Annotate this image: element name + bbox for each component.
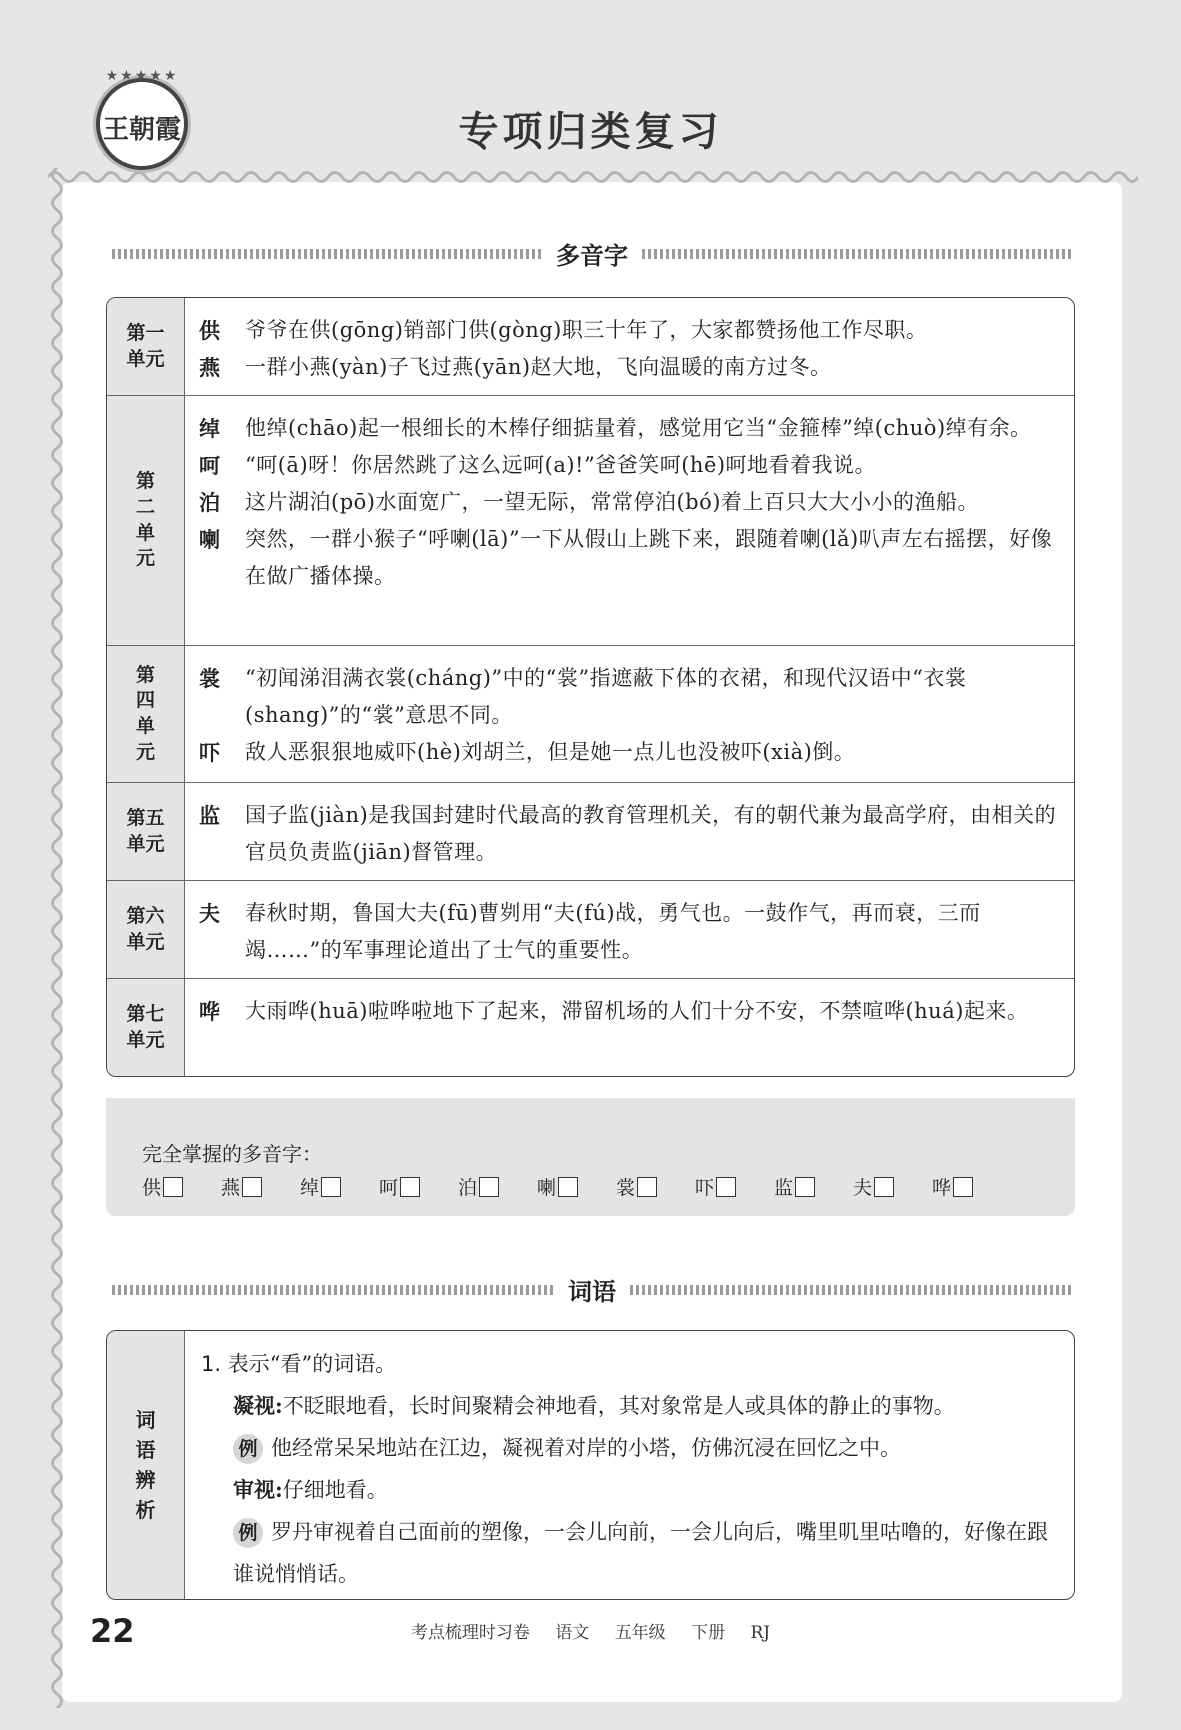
unit-text: 第七 单元	[126, 1002, 165, 1051]
row-body	[185, 396, 1074, 645]
list-item	[199, 410, 1058, 447]
list-item	[199, 521, 1058, 595]
checkbox[interactable]	[321, 1177, 341, 1197]
mastery-char: 燕	[221, 1177, 241, 1199]
mastery-char: 绰	[300, 1177, 320, 1199]
list-item	[199, 895, 1058, 969]
mastery-item[interactable]	[537, 1173, 616, 1200]
section-heading-vocab	[112, 1272, 1072, 1307]
checkbox[interactable]	[558, 1177, 578, 1197]
wavy-border-top	[48, 168, 1138, 186]
checkbox[interactable]	[400, 1177, 420, 1197]
row-body	[185, 298, 1074, 395]
table-row	[107, 881, 1074, 979]
unit-text: 第六 单元	[126, 904, 165, 953]
list-item	[199, 993, 1058, 1030]
mastery-char: 哗	[932, 1177, 952, 1199]
vocab-body	[185, 1331, 1074, 1599]
section-title: 多音字	[556, 242, 628, 270]
polyphone-sentence: “初闻涕泪满衣裳(cháng)”中的“裳”指遮蔽下体的衣裙，和现代汉语中“衣裳(shang)”的“裳”意思不同。	[245, 666, 967, 727]
polyphone-char: 燕	[199, 355, 220, 380]
edition: RJ	[750, 1623, 771, 1643]
brand-logo	[96, 68, 188, 170]
divider	[112, 1285, 554, 1295]
mastery-char: 夫	[853, 1177, 873, 1199]
mastery-item[interactable]	[616, 1173, 695, 1200]
polyphone-char: 呵	[199, 453, 220, 478]
mastery-item[interactable]	[458, 1173, 537, 1200]
polyphone-sentence: 大雨哗(huā)啦哗啦地下了起来，滞留机场的人们十分不安，不禁喧哗(huá)起来。	[245, 999, 1029, 1023]
unit-text: 第一 单元	[126, 321, 165, 370]
item-title: 表示“看”的词语。	[227, 1352, 397, 1376]
table-row	[107, 1331, 1074, 1599]
polyphone-sentence: “呵(ā)呀！你居然跳了这么远呵(a)!”爸爸笑呵(hē)呵地看着我说。	[245, 453, 877, 477]
colon: :	[275, 1477, 283, 1502]
crown-icon: ★★★★★	[105, 68, 179, 84]
vocab-word: 审视	[233, 1477, 275, 1502]
unit-label	[107, 646, 185, 782]
unit-label	[107, 298, 185, 395]
polyphone-sentence: 他绰(chāo)起一根细长的木棒仔细掂量着，感觉用它当“金箍棒”绰(chuò)绰有余。	[245, 416, 1032, 440]
checkbox[interactable]	[637, 1177, 657, 1197]
unit-text: 第 四 单 元	[135, 663, 155, 763]
mastery-title: 完全掌握的多音字：	[142, 1142, 322, 1166]
list-item	[199, 312, 1058, 349]
checkbox[interactable]	[479, 1177, 499, 1197]
list-item	[199, 484, 1058, 521]
table-row	[107, 646, 1074, 783]
polyphone-char: 供	[199, 318, 220, 343]
divider	[642, 249, 1072, 259]
list-item	[199, 447, 1058, 484]
row-body	[185, 979, 1074, 1076]
list-item	[199, 797, 1058, 871]
definition-text: 不眨眼地看，长时间聚精会神地看，其对象常是人或具体的静止的事物。	[282, 1394, 955, 1418]
checkbox[interactable]	[716, 1177, 736, 1197]
mastery-char: 吓	[695, 1177, 715, 1199]
vocab-item-title	[201, 1343, 1058, 1385]
vocab-word: 凝视	[233, 1393, 275, 1418]
definition-text: 仔细地看。	[282, 1478, 388, 1502]
divider	[630, 1285, 1072, 1295]
divider	[112, 249, 542, 259]
volume: 下册	[691, 1623, 726, 1643]
checkbox[interactable]	[953, 1177, 973, 1197]
mastery-item[interactable]	[774, 1173, 853, 1200]
list-item	[199, 734, 1058, 771]
mastery-char: 喇	[537, 1177, 557, 1199]
unit-label	[107, 979, 185, 1076]
word-example	[201, 1511, 1058, 1595]
unit-text: 词 语 辨 析	[135, 1408, 156, 1522]
mastery-char: 泊	[458, 1177, 478, 1199]
polyphone-char: 吓	[199, 740, 220, 765]
section-heading-polyphones	[112, 236, 1072, 271]
page-number: 22	[90, 1612, 135, 1650]
table-row	[107, 783, 1074, 881]
word-example	[201, 1427, 1058, 1469]
unit-label	[107, 881, 185, 978]
book-title: 考点梳理时习卷	[410, 1623, 530, 1643]
polyphone-sentence: 突然，一群小猴子“呼喇(lā)”一下从假山上跳下来，跟随着喇(lǎ)叭声左右摇摆，好像在做广播体操。	[245, 527, 1053, 588]
table-row	[107, 396, 1074, 646]
word-definition	[201, 1469, 1058, 1511]
checkbox[interactable]	[795, 1177, 815, 1197]
polyphone-table	[106, 297, 1075, 1077]
polyphone-char: 喇	[199, 527, 220, 552]
unit-text: 第 二 单 元	[135, 470, 155, 570]
wavy-border-left	[48, 168, 66, 1708]
mastery-checklist	[142, 1173, 1039, 1200]
table-row	[107, 979, 1074, 1076]
example-badge: 例	[233, 1434, 263, 1464]
mastery-item[interactable]	[853, 1173, 932, 1200]
list-item	[199, 349, 1058, 386]
footer-info	[0, 1618, 1181, 1643]
polyphone-sentence: 敌人恶狠狠地威吓(hè)刘胡兰，但是她一点儿也没被吓(xià)倒。	[245, 740, 856, 764]
checkbox[interactable]	[874, 1177, 894, 1197]
unit-text: 第五 单元	[126, 806, 165, 855]
colon: :	[275, 1393, 283, 1418]
grade: 五年级	[614, 1623, 666, 1643]
row-body	[185, 646, 1074, 782]
logo-name: 王朝霞	[102, 114, 181, 145]
mastery-box	[106, 1098, 1075, 1216]
unit-label	[107, 1331, 185, 1599]
mastery-item[interactable]	[932, 1173, 1011, 1200]
mastery-char: 供	[142, 1177, 162, 1199]
polyphone-sentence: 国子监(jiàn)是我国封建时代最高的教育管理机关，有的朝代兼为最高学府，由相关的官员负责监(jiān)督管理。	[245, 803, 1057, 864]
mastery-item[interactable]	[221, 1173, 300, 1200]
polyphone-char: 绰	[199, 416, 220, 441]
subject: 语文	[555, 1623, 590, 1643]
mastery-item[interactable]	[300, 1173, 379, 1200]
polyphone-char: 哗	[199, 999, 220, 1024]
mastery-char: 裳	[616, 1177, 636, 1199]
polyphone-sentence: 爷爷在供(gōng)销部门供(gòng)职三十年了，大家都赞扬他工作尽职。	[245, 318, 928, 342]
section-title: 词语	[568, 1278, 616, 1306]
mastery-char: 呵	[379, 1177, 399, 1199]
polyphone-sentence: 春秋时期，鲁国大夫(fū)曹刿用“夫(fú)战，勇气也。一鼓作气，再而衰，三而竭……”的军事理论道出了士气的重要性。	[245, 901, 981, 962]
unit-label	[107, 783, 185, 880]
word-definition	[201, 1385, 1058, 1427]
example-badge: 例	[233, 1518, 263, 1548]
polyphone-char: 夫	[199, 901, 220, 926]
row-body	[185, 783, 1074, 880]
checkbox[interactable]	[242, 1177, 262, 1197]
polyphone-sentence: 一群小燕(yàn)子飞过燕(yān)赵大地，飞向温暖的南方过冬。	[245, 355, 832, 379]
example-text: 罗丹审视着自己面前的塑像，一会儿向前，一会儿向后，嘴里叽里咕噜的，好像在跟谁说悄悄话。	[233, 1520, 1048, 1586]
page-title: 专项归类复习	[458, 109, 723, 155]
item-number: 1.	[201, 1352, 222, 1376]
example-text: 他经常呆呆地站在江边，凝视着对岸的小塔，仿佛沉浸在回忆之中。	[271, 1436, 901, 1460]
mastery-item[interactable]	[142, 1173, 221, 1200]
mastery-char: 监	[774, 1177, 794, 1199]
vocab-table	[106, 1330, 1075, 1600]
list-item	[199, 660, 1058, 734]
row-body	[185, 881, 1074, 978]
unit-label	[107, 396, 185, 645]
table-row	[107, 298, 1074, 396]
polyphone-sentence: 这片湖泊(pō)水面宽广，一望无际，常常停泊(bó)着上百只大大小小的渔船。	[245, 490, 979, 514]
checkbox[interactable]	[163, 1177, 183, 1197]
polyphone-char: 监	[199, 803, 220, 828]
mastery-item[interactable]	[379, 1173, 458, 1200]
polyphone-char: 泊	[199, 490, 220, 515]
polyphone-char: 裳	[199, 666, 220, 691]
mastery-item[interactable]	[695, 1173, 774, 1200]
